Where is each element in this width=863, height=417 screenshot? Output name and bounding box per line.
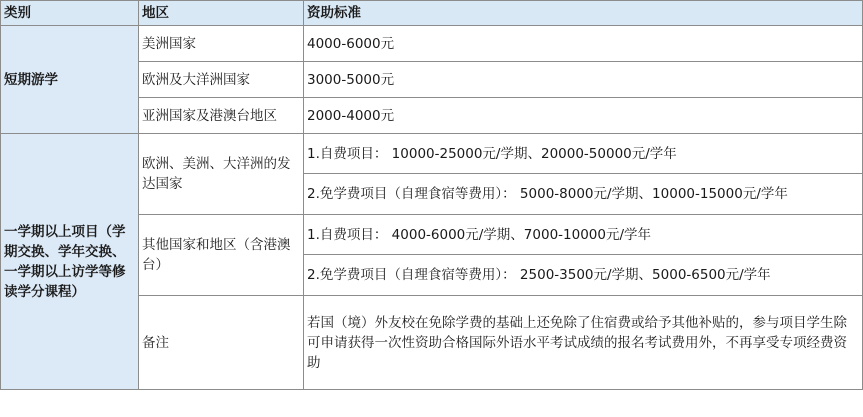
standard-cell: 2.免学费项目（自理食宿等费用）： 5000-8000元/学期、10000-15000元/学年 [304, 174, 863, 215]
standard-cell: 2000-4000元 [304, 98, 863, 134]
region-cell: 美洲国家 [139, 26, 304, 62]
standard-cell: 1.自费项目： 10000-25000元/学期、20000-50000元/学年 [304, 134, 863, 174]
standard-cell: 1.自费项目： 4000-6000元/学期、7000-10000元/学年 [304, 215, 863, 255]
header-standard: 资助标准 [304, 1, 863, 26]
header-region: 地区 [139, 1, 304, 26]
standard-cell: 4000-6000元 [304, 26, 863, 62]
table-row [1, 26, 863, 62]
standard-cell: 2.免学费项目（自理食宿等费用）： 2500-3500元/学期、5000-6500元/学年 [304, 255, 863, 296]
region-cell: 其他国家和地区（含港澳台） [139, 215, 304, 296]
category-long-term: 一学期以上项目（学期交换、学年交换、一学期以上访学等修读学分课程） [1, 134, 139, 390]
header-category: 类别 [1, 1, 139, 26]
table-header-row [1, 1, 863, 26]
category-short-term: 短期游学 [1, 26, 139, 134]
table-row [1, 134, 863, 174]
note-label: 备注 [139, 296, 304, 390]
region-cell: 欧洲及大洋洲国家 [139, 62, 304, 98]
region-cell: 亚洲国家及港澳台地区 [139, 98, 304, 134]
note-text: 若国（境）外友校在免除学费的基础上还免除了住宿费或给予其他补贴的，参与项目学生除可申请获得一次性资助合格国际外语水平考试成绩的报名考试费用外，不再享受专项经费资助 [304, 296, 863, 390]
standard-cell: 3000-5000元 [304, 62, 863, 98]
region-cell: 欧洲、美洲、大洋洲的发达国家 [139, 134, 304, 215]
